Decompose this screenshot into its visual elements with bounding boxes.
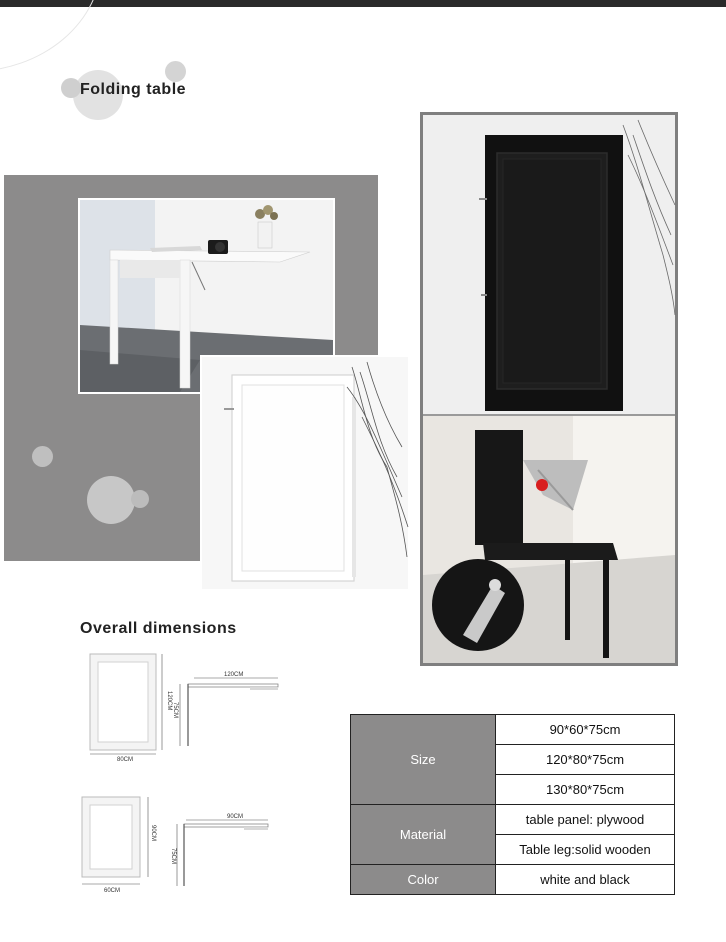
decorative-circle <box>87 476 135 524</box>
size-value: 90*60*75cm <box>496 715 675 745</box>
spec-table <box>350 714 675 895</box>
size-value: 130*80*75cm <box>496 775 675 805</box>
dim-width-large: 80CM <box>117 757 134 763</box>
dim-depth-large: 120CM <box>224 672 244 678</box>
material-label: Material <box>351 805 496 865</box>
table-row <box>351 715 675 745</box>
color-label: Color <box>351 865 496 895</box>
black-table-photo <box>420 112 678 666</box>
decorative-circle <box>131 490 149 508</box>
dim-width-small: 60CM <box>104 888 121 894</box>
table-row <box>351 805 675 835</box>
page-title: Folding table <box>80 81 187 98</box>
dim-leg-large: 75CM <box>172 702 178 719</box>
decorative-circle <box>165 61 186 82</box>
dimension-drawing-large-side <box>172 670 284 750</box>
white-table-closed-photo <box>200 355 410 591</box>
dim-depth-small: 90CM <box>227 814 244 820</box>
dimension-drawing-small-side <box>172 812 272 890</box>
dimension-drawing-small-front <box>78 793 158 897</box>
table-row <box>351 865 675 895</box>
size-label: Size <box>351 715 496 805</box>
dim-height-large: 120CM <box>166 691 172 711</box>
color-value: white and black <box>496 865 675 895</box>
decorative-arc <box>0 0 102 72</box>
dimension-drawing-large-front <box>84 651 174 763</box>
size-value: 120*80*75cm <box>496 745 675 775</box>
section-title-dimensions: Overall dimensions <box>80 620 237 637</box>
decorative-circle <box>32 446 53 467</box>
decorative-circle <box>61 78 81 98</box>
material-value: table panel: plywood <box>496 805 675 835</box>
material-value: Table leg:solid wooden <box>496 835 675 865</box>
top-bar <box>0 0 726 7</box>
dim-height-small: 90CM <box>150 825 156 842</box>
dim-leg-small: 75CM <box>170 848 176 865</box>
